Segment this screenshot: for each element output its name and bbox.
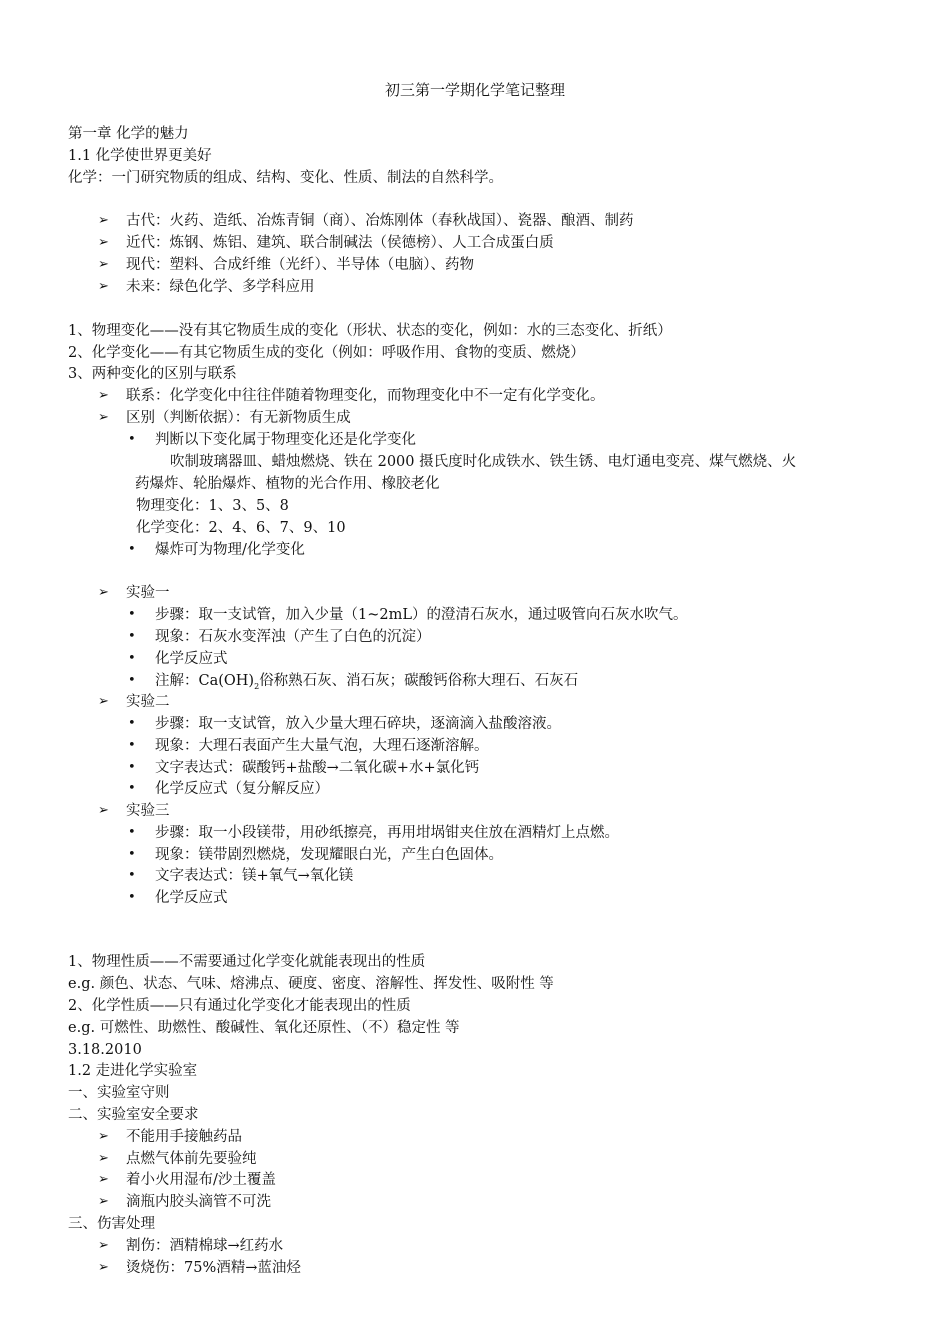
experiment-2-title: 实验二 [126,694,170,710]
note-prefix: 注解：Ca(OH) [155,673,255,689]
experiment-2-step: 步骤：取一支试管，放入少量大理石碎块，逐滴滴入盐酸溶液。 [155,716,561,732]
arrow-bullet-icon: ➢ [98,388,109,403]
arrow-bullet-icon: ➢ [98,1260,109,1275]
physical-property-examples: e.g. 颜色、状态、气味、熔沸点、硬度、密度、溶解性、挥发性、吸附性 等 [68,976,554,992]
arrow-bullet-icon: ➢ [98,410,109,425]
arrow-bullet-icon: ➢ [98,1238,109,1253]
safety-item: 不能用手接触药品 [126,1129,242,1145]
bullet-icon: • [128,542,136,557]
lab-rules-heading: 一、实验室守则 [68,1085,170,1101]
experiment-2-phenomenon: 现象：大理石表面产生大量气泡，大理石逐渐溶解。 [155,738,489,754]
difference-text: 区别（判断依据）：有无新物质生成 [126,410,351,426]
bullet-icon: • [128,825,136,840]
chemical-property-definition: 2、化学性质——只有通过化学变化才能表现出的性质 [68,998,411,1014]
arrow-bullet-icon: ➢ [98,257,109,272]
lab-safety-heading: 二、实验室安全要求 [68,1107,199,1123]
experiment-1-note [155,671,578,697]
experiment-3-equation: 化学反应式 [155,890,228,906]
bullet-icon: • [128,847,136,862]
safety-item: 着小火用湿布/沙土覆盖 [126,1172,276,1188]
experiment-1-title: 实验一 [126,585,170,601]
arrow-bullet-icon: ➢ [98,585,109,600]
note-suffix: 俗称熟石灰、消石灰；碳酸钙俗称大理石、石灰石 [259,673,579,689]
bullet-icon: • [128,890,136,905]
arrow-bullet-icon: ➢ [98,1172,109,1187]
bullet-icon: • [128,651,136,666]
safety-item: 点燃气体前先要验纯 [126,1151,257,1167]
arrow-bullet-icon: ➢ [98,1129,109,1144]
chemical-property-examples: e.g. 可燃性、助燃性、酸碱性、氧化还原性、（不）稳定性 等 [68,1020,460,1036]
relation-text: 联系：化学变化中往往伴随着物理变化，而物理变化中不一定有化学变化。 [126,388,605,404]
physical-property-definition: 1、物理性质——不需要通过化学变化就能表现出的性质 [68,954,426,970]
explosion-note: 爆炸可为物理/化学变化 [155,542,305,558]
subscript-2: 2 [254,682,260,691]
history-item: 近代：炼钢、炼铝、建筑、联合制碱法（侯德榜）、人工合成蛋白质 [126,235,554,251]
bullet-icon: • [128,432,136,447]
bullet-icon: • [128,607,136,622]
injury-item: 割伤：酒精棉球→红药水 [126,1238,284,1254]
experiment-1-equation: 化学反应式 [155,651,228,667]
bullet-icon: • [128,781,136,796]
chemical-answer: 化学变化：2、4、6、7、9、10 [136,520,346,536]
section-1-1-heading: 1.1 化学使世界更美好 [68,148,212,164]
bullet-icon: • [128,760,136,775]
chapter-heading: 第一章 化学的魅力 [68,126,189,142]
experiment-3-phenomenon: 现象：镁带剧烈燃烧，发现耀眼白光，产生白色固体。 [155,847,503,863]
physical-change-definition: 1、物理变化——没有其它物质生成的变化（形状、状态的变化，例如：水的三态变化、折纸） [68,323,672,339]
changes-relation-heading: 3、两种变化的区别与联系 [68,366,237,382]
experiment-2-equation: 化学反应式（复分解反应） [155,781,329,797]
chemical-change-definition: 2、化学变化——有其它物质生成的变化（例如：呼吸作用、食物的变质、燃烧） [68,345,585,361]
safety-item: 滴瓶内胶头滴管不可洗 [126,1194,271,1210]
arrow-bullet-icon: ➢ [98,213,109,228]
injury-heading: 三、伤害处理 [68,1216,155,1232]
judge-question: 判断以下变化属于物理变化还是化学变化 [155,432,416,448]
bullet-icon: • [128,738,136,753]
physical-answer: 物理变化：1、3、5、8 [136,498,289,514]
arrow-bullet-icon: ➢ [98,694,109,709]
bullet-icon: • [128,868,136,883]
experiment-1-step: 步骤：取一支试管，加入少量（1~2mL）的澄清石灰水，通过吸管向石灰水吹气。 [155,607,688,623]
document-title: 初三第一学期化学笔记整理 [384,81,565,99]
section-1-2-heading: 1.2 走进化学实验室 [68,1063,198,1079]
history-item: 古代：火药、造纸、冶炼青铜（商）、冶炼刚体（春秋战国）、瓷器、酿酒、制药 [126,213,634,229]
bullet-icon: • [128,629,136,644]
arrow-bullet-icon: ➢ [98,279,109,294]
experiment-3-step: 步骤：取一小段镁带，用砂纸擦亮，再用坩埚钳夹住放在酒精灯上点燃。 [155,825,619,841]
bullet-icon: • [128,716,136,731]
injury-item: 烫烧伤：75%酒精→蓝油烃 [126,1260,301,1276]
experiment-2-word-equation: 文字表达式：碳酸钙+盐酸→二氧化碳+水+氯化钙 [155,760,480,776]
arrow-bullet-icon: ➢ [98,1194,109,1209]
arrow-bullet-icon: ➢ [98,1151,109,1166]
chemistry-definition: 化学：一门研究物质的组成、结构、变化、性质、制法的自然科学。 [68,170,503,186]
experiment-1-phenomenon: 现象：石灰水变浑浊（产生了白色的沉淀） [155,629,431,645]
history-item: 现代：塑料、合成纤维（光纤）、半导体（电脑）、药物 [126,257,474,273]
arrow-bullet-icon: ➢ [98,235,109,250]
experiment-3-title: 实验三 [126,803,170,819]
arrow-bullet-icon: ➢ [98,803,109,818]
judge-items-line-1: 吹制玻璃器皿、蜡烛燃烧、铁在 2000 摄氏度时化成铁水、铁生锈、电灯通电变亮、煤气燃烧、火 [170,454,797,470]
experiment-3-word-equation: 文字表达式：镁+氧气→氧化镁 [155,868,354,884]
bullet-icon: • [128,673,136,688]
judge-items-line-2: 药爆炸、轮胎爆炸、植物的光合作用、橡胶老化 [135,476,440,492]
note-date: 3.18.2010 [68,1042,142,1058]
history-item: 未来：绿色化学、多学科应用 [126,279,315,295]
